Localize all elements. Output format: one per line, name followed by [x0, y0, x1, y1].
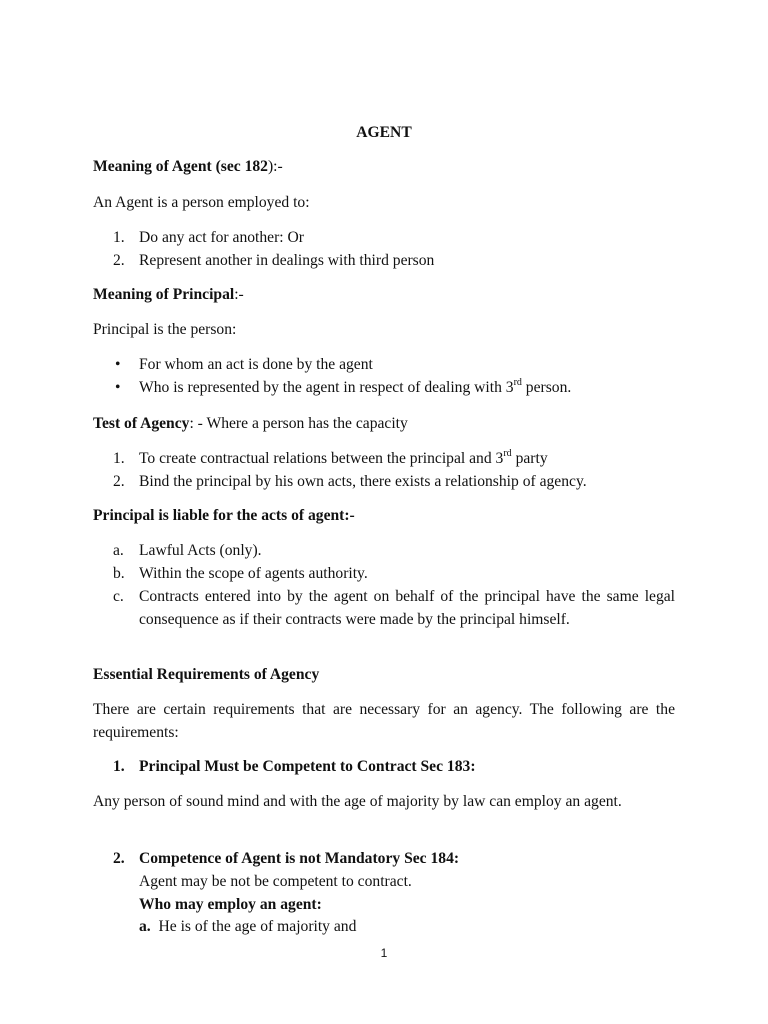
requirement-1-body: Any person of sound mind and with the age of majority by law can employ an agent.	[93, 793, 622, 810]
heading-test-of-agency: Test of Agency: - Where a person has the capacity	[93, 415, 408, 432]
principal-intro: Principal is the person:	[93, 321, 237, 338]
list-item: 1. To create contractual relations between the principal and 3rd party	[113, 447, 548, 467]
document-title: AGENT	[356, 124, 412, 141]
list-item: • For whom an act is done by the agent	[115, 356, 373, 373]
list-item: c. Contracts entered into by the agent on behalf of the principal have the same legal consequence as if their contracts were made by the principal himself.	[113, 588, 675, 628]
heading-who-may-employ: Who may employ an agent:	[139, 896, 322, 913]
heading-meaning-of-principal: Meaning of Principal:-	[93, 286, 244, 303]
heading-principal-liable: Principal is liable for the acts of agent:-	[93, 507, 355, 524]
test-agency-list	[93, 447, 675, 493]
requirement-2: 2. Competence of Agent is not Mandatory Sec 184:	[113, 850, 460, 867]
list-item: a. Lawful Acts (only).	[113, 542, 262, 559]
principal-list	[93, 353, 675, 399]
list-item: 2. Bind the principal by his own acts, there exists a relationship of agency.	[113, 473, 587, 490]
list-item: b. Within the scope of agents authority.	[113, 565, 368, 582]
list-item: 2. Represent another in dealings with third person	[113, 252, 435, 269]
heading-meaning-of-agent: Meaning of Agent (sec 182):-	[93, 158, 283, 175]
list-item: 1. Do any act for another: Or	[113, 229, 304, 246]
agent-list	[93, 226, 675, 272]
essential-intro: There are certain requirements that are necessary for an agency. The following are the requirements:	[93, 701, 675, 741]
heading-essential-requirements: Essential Requirements of Agency	[93, 666, 320, 683]
who-may-employ-item-a: a. He is of the age of majority and	[139, 918, 357, 935]
agent-intro: An Agent is a person employed to:	[93, 194, 310, 211]
liable-list	[93, 539, 675, 631]
list-item: • Who is represented by the agent in respect of dealing with 3rd person.	[115, 376, 572, 396]
page-number: 1	[380, 946, 388, 960]
requirement-1: 1. Principal Must be Competent to Contract Sec 183:	[113, 758, 476, 775]
requirement-2-body: Agent may be not be competent to contract.	[139, 873, 412, 890]
